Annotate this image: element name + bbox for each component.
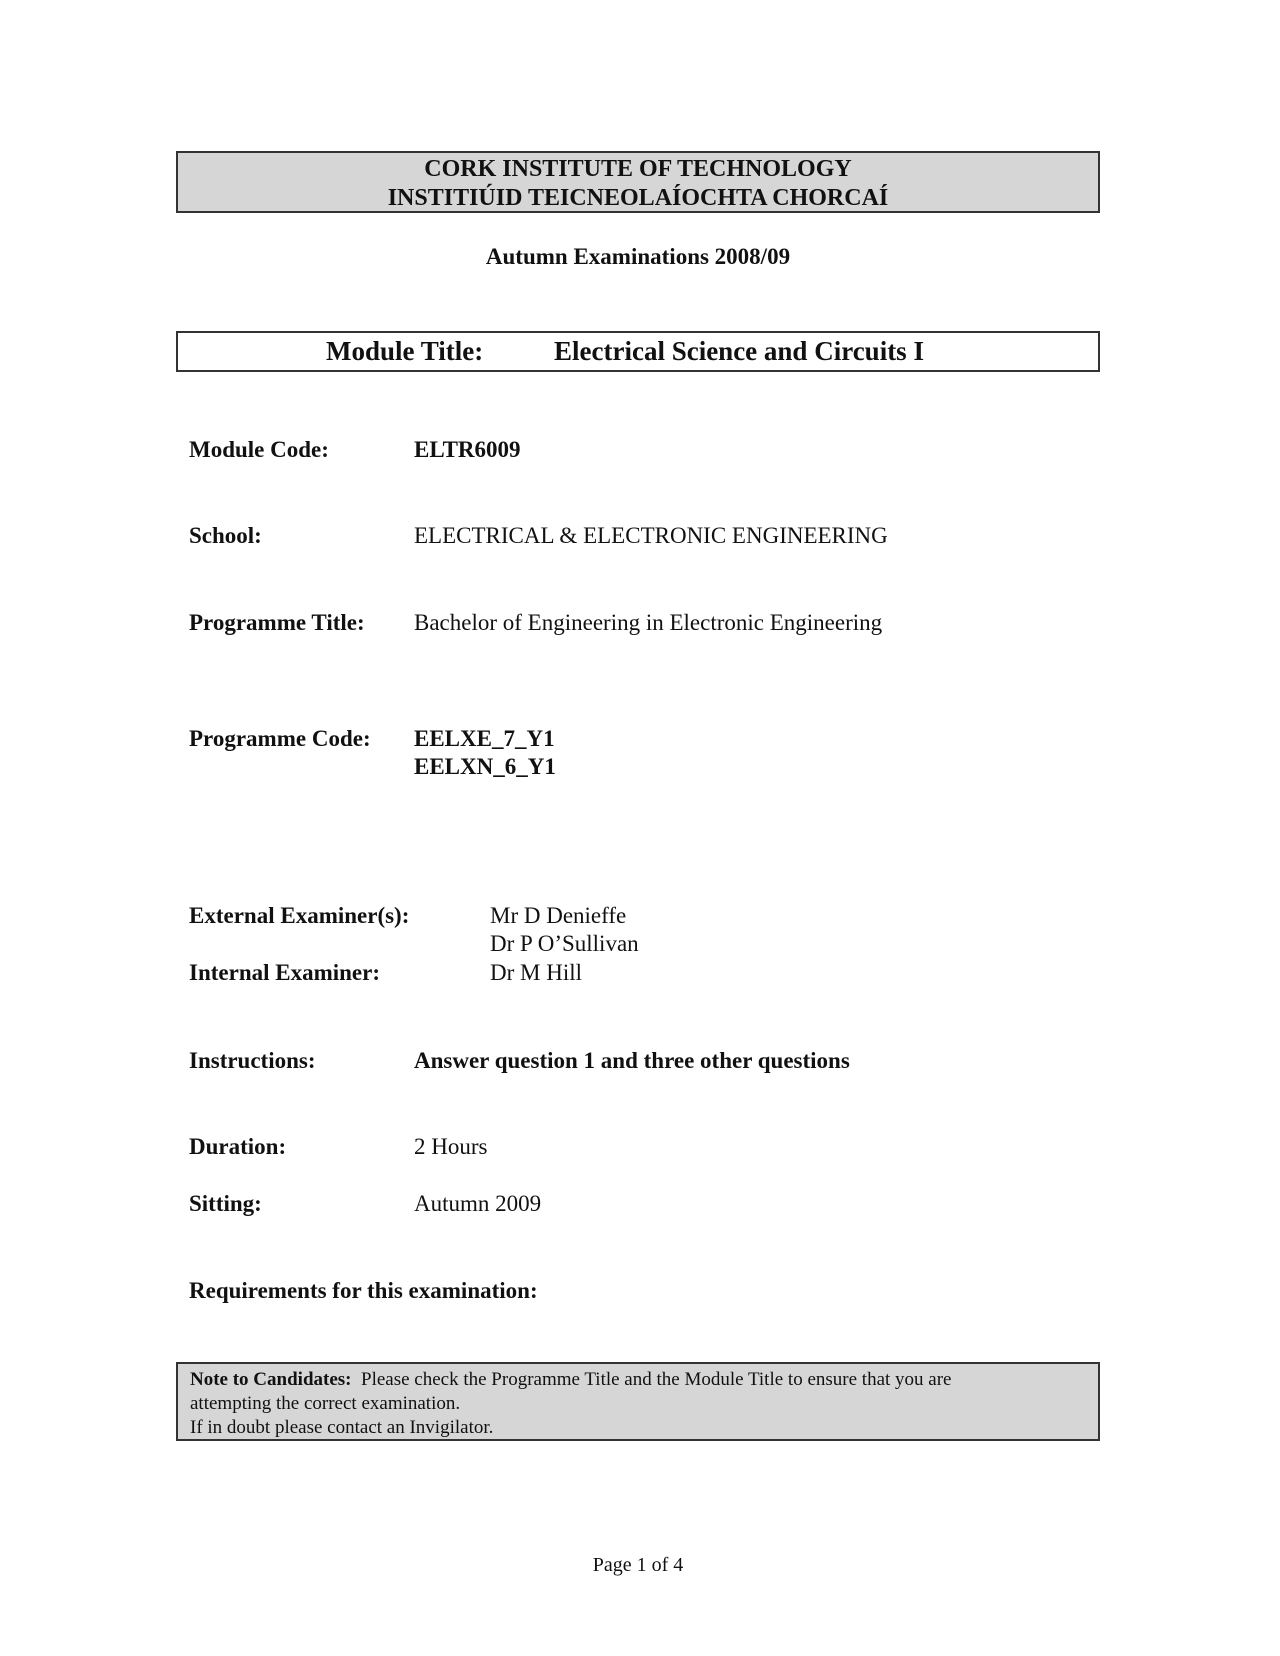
internal-examiner-value: Dr M Hill: [490, 960, 582, 985]
note-to-candidates-box: [176, 1362, 1100, 1441]
note-text-1: Please check the Programme Title and the Module Title to ensure that you are: [361, 1369, 952, 1390]
note-line-1: [190, 1368, 1086, 1392]
sitting-label: Sitting:: [189, 1191, 262, 1216]
note-text-3: If in doubt please contact an Invigilator.: [190, 1417, 494, 1438]
programme-code-value-1: EELXE_7_Y1: [414, 726, 555, 751]
programme-code-label: Programme Code:: [189, 726, 371, 751]
sitting-value: Autumn 2009: [414, 1191, 542, 1216]
module-title-box: [176, 331, 1100, 372]
exam-session-title: Autumn Examinations 2008/09: [485, 244, 791, 269]
external-examiner-1: Mr D Denieffe: [490, 903, 627, 928]
school-value: ELECTRICAL & ELECTRONIC ENGINEERING: [414, 523, 888, 548]
requirements-label: Requirements for this examination:: [189, 1278, 538, 1303]
external-examiners-label: External Examiner(s):: [189, 903, 410, 928]
duration-value: 2 Hours: [414, 1134, 488, 1159]
programme-title-label: Programme Title:: [189, 610, 365, 635]
note-text-2: attempting the correct examination.: [190, 1393, 461, 1414]
institution-header: [176, 151, 1100, 213]
duration-label: Duration:: [189, 1134, 287, 1159]
module-code-label: Module Code:: [189, 437, 329, 462]
note-label: Note to Candidates:: [190, 1369, 352, 1390]
programme-code-value-2: EELXN_6_Y1: [414, 754, 556, 779]
school-label: School:: [189, 523, 262, 548]
module-title-value: Electrical Science and Circuits I: [554, 336, 924, 366]
page-number: Page 1 of 4: [592, 1554, 684, 1576]
institution-name-irish: INSTITIÚID TEICNEOLAÍOCHTA CHORCAÍ: [387, 185, 889, 211]
internal-examiner-label: Internal Examiner:: [189, 960, 381, 985]
programme-title-value: Bachelor of Engineering in Electronic Engineering: [414, 610, 883, 635]
external-examiner-2: Dr P O’Sullivan: [490, 931, 639, 956]
institution-name-english: CORK INSTITUTE OF TECHNOLOGY: [424, 156, 852, 182]
instructions-value: Answer question 1 and three other questions: [414, 1048, 850, 1073]
module-title-label: Module Title:: [326, 336, 484, 366]
instructions-label: Instructions:: [189, 1048, 316, 1073]
module-code-value: ELTR6009: [414, 437, 521, 462]
